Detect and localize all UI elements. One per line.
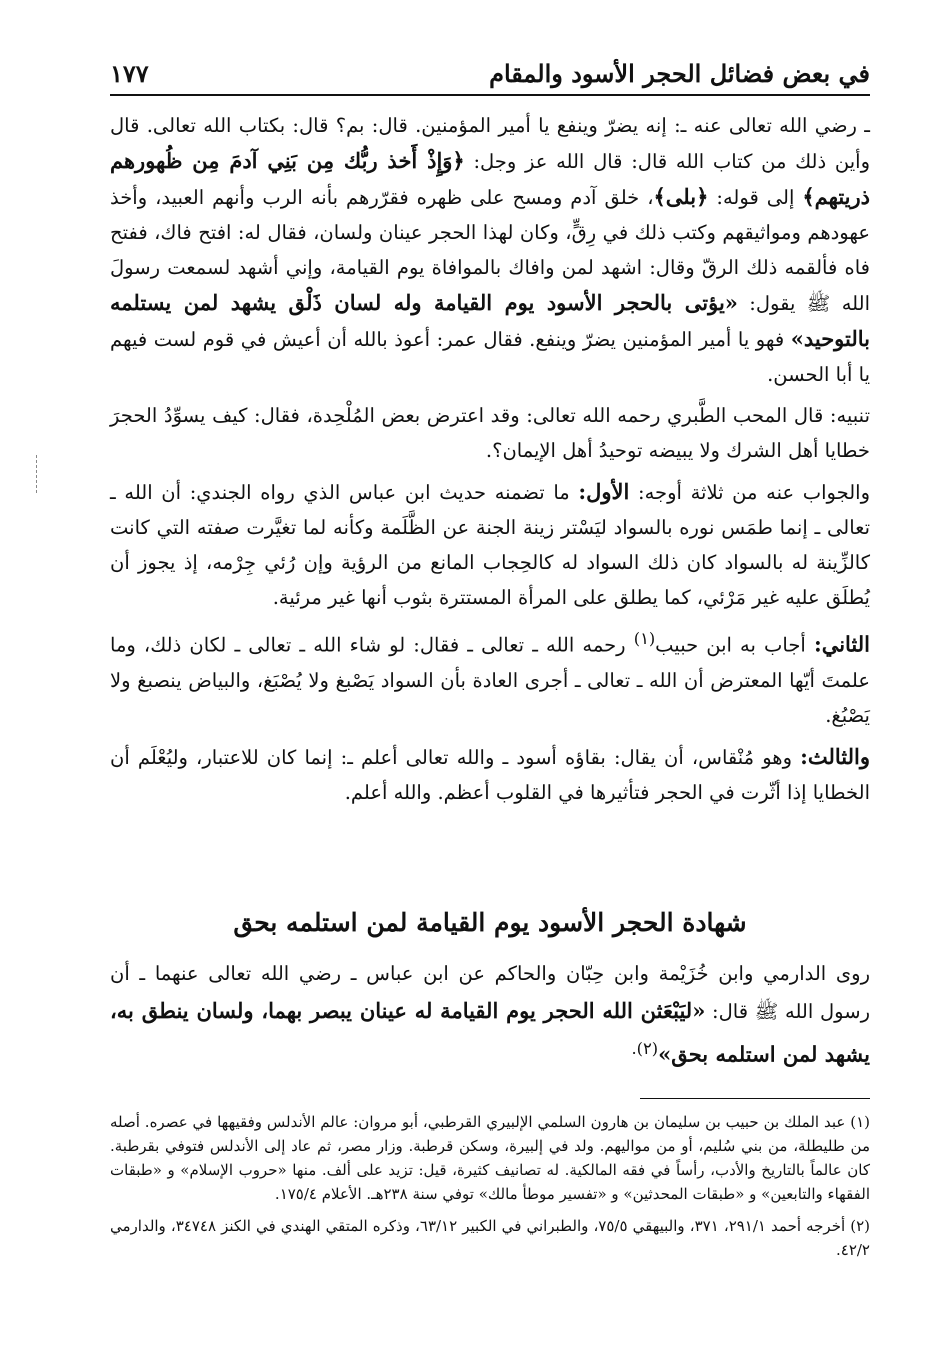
paragraph-5: [110, 739, 870, 810]
text-run: وهو مُنْقاس، أن يقال: بقاؤه أسود ـ والله تعالى أعلم ـ: إنما كان للاعتبار، وليُعْلَم أن الخطايا إذا أثّرت في الحجر فتأثيرها في القلوب أعظم. والله أعلم.: [110, 745, 870, 804]
text-run: ما تضمنه حديث ابن عباس الذي رواه الجندي: أن الله ـ تعالى ـ إنما طمَس نوره بالسواد ليَسْتر زينة الجنة عن الظَّلَمة وكأنه لما تغيَّرت صفته التي كانت كالزِّينة له بالسواد كان ذلك السواد له كالحِجاب المانع من الرؤية وإن رُئي جِرْمه، إذ يجوز أن يُطلَق عليه غير مَرْئي، كما يطلق على المرأة المستترة بثوب أنها غير مرئية.: [110, 481, 870, 609]
main-text: [110, 108, 870, 810]
text-run: ، خلق آدم ومسح على ظهره فقرّرهم بأنه الرب وأنهم العبيد، وأخذ عهودهم ومواثيقهم وكتب ذلك في رِقٍّ، وكان لهذا الحجر عينان ولسان، فقال له: افتح فاك، ففتح فاه فألقمه ذلك الرقّ وقال: اشهد لمن وافاك بالموافاة يوم القيامة، وإني أشهد لسمعت رسولَ الله ﷺ يقول:: [110, 186, 870, 315]
quran-verse: ﴿بلى﴾: [653, 184, 709, 209]
point-label: والثالث:: [800, 743, 870, 769]
point-label: الثاني:: [813, 631, 871, 657]
quran-verse: ﴿وَإِذْ أَخذ ربُّك مِن بَنِي آدمَ مِن ظُهورهم ذريتهم﴾: [110, 148, 870, 209]
text-run: رحمه الله ـ تعالى ـ فقال: لو شاء الله ـ تعالى ـ لكان ذلك، وما علمتَ أيّها المعترض أن الله ـ تعالى ـ أجرى العادة بأن السواد يَصْبغ ولا يُصْبَغ، والبياض ينصبغ ولا يَصْبُغ.: [110, 633, 870, 727]
text-run: ـ رضي الله تعالى عنه ـ: إنه يضرّ وينفع يا أمير المؤمنين. قال: بم؟ قال: بكتاب الله تعالى. قال وأين ذلك من كتاب الله قال: قال الله عز وجل:: [110, 114, 870, 173]
section-heading: شهادة الحجر الأسود يوم القيامة لمن استلمه بحق: [233, 908, 747, 937]
paragraph-6: [110, 955, 870, 1074]
footnote-divider: [640, 1098, 870, 1099]
running-title: في بعض فضائل الحجر الأسود والمقام: [489, 59, 870, 88]
section-text: [110, 955, 870, 1074]
margin-mark: [36, 455, 37, 493]
hadith-quote: «يؤتى بالحجر الأسود يوم القيامة وله لسان ذَلْق يشهد لمن يستلمه بالتوحيد»: [110, 290, 870, 351]
text-run: روى الدارمي وابن خُزَيْمة وابن حِبّان والحاكم عن ابن عباس ـ رضي الله تعالى عنهما ـ أن رسول الله ﷺ قال:: [110, 962, 870, 1023]
footnote-2: (٢) أخرجه أحمد ٢٩١/١، ٣٧١، والبيهقي ٧٥/٥، والطبراني في الكبير ٦٣/١٢، وذكره المتقي الهندي في الكنز ٣٤٧٤٨، والدارمي ٤٢/٢.: [110, 1217, 871, 1259]
text-run: إلى قوله:: [708, 186, 803, 209]
footnotes: [110, 1110, 870, 1270]
page-number: ١٧٧: [110, 59, 149, 88]
paragraph-1: [110, 108, 870, 392]
text-run: أجاب به ابن حبيب: [655, 633, 814, 657]
footnote-1: (١) عبد الملك بن حبيب بن سليمان بن هارون السلمي الإلبيري القرطبي، أبو مروان: عالم الأندلس وفقيهها في عصره. أصله من طليطلة، من بني سُليم، أو من مواليهم. ولد في إلبيرة، وسكن قرطبة. وزار مصر، ثم عاد إلى الأندلس فتوفي بقرطبة. كان عالماً بالتاريخ والأدب، رأساً في فقه المالكية. له تصانيف كثيرة، قيل: تزيد على ألف. منها «حروب الإسلام» و «طبقات الفقهاء والتابعين» و «طبقات المحدثين» و «تفسير موطأ مالك» توفي سنة ٢٣٨هـ. الأعلام ١٧٥/٤.: [110, 1113, 870, 1203]
page-header: [110, 50, 870, 96]
hadith-quote: «ليَبْعَثن الله الحجر يوم القيامة له عينان يبصر بهما، ولسان ينطق به، يشهد لمن استلمه بحق»: [110, 998, 870, 1067]
text-run: والجواب عنه من ثلاثة أوجه:: [629, 481, 870, 504]
text-run: فهو يا أمير المؤمنين يضرّ وينفع. فقال عمر: أعوذ بالله أن أعيش في قوم لست فيهم يا أبا الحسن.: [110, 328, 870, 386]
paragraph-4: [110, 621, 870, 733]
footnote-ref: (٢).: [631, 1039, 659, 1058]
point-label: الأول:: [578, 479, 630, 504]
paragraph-3: [110, 474, 870, 615]
footnote-ref: (١): [633, 629, 656, 648]
paragraph-2: تنبيه: قال المحب الطَّبري رحمه الله تعالى: وقد اعترض بعض المُلْحِدة، فقال: كيف يسوِّدُ الحجرَ خطايا أهل الشرك ولا يبيضه توحيدُ أهل الإيمان؟.: [110, 404, 870, 462]
